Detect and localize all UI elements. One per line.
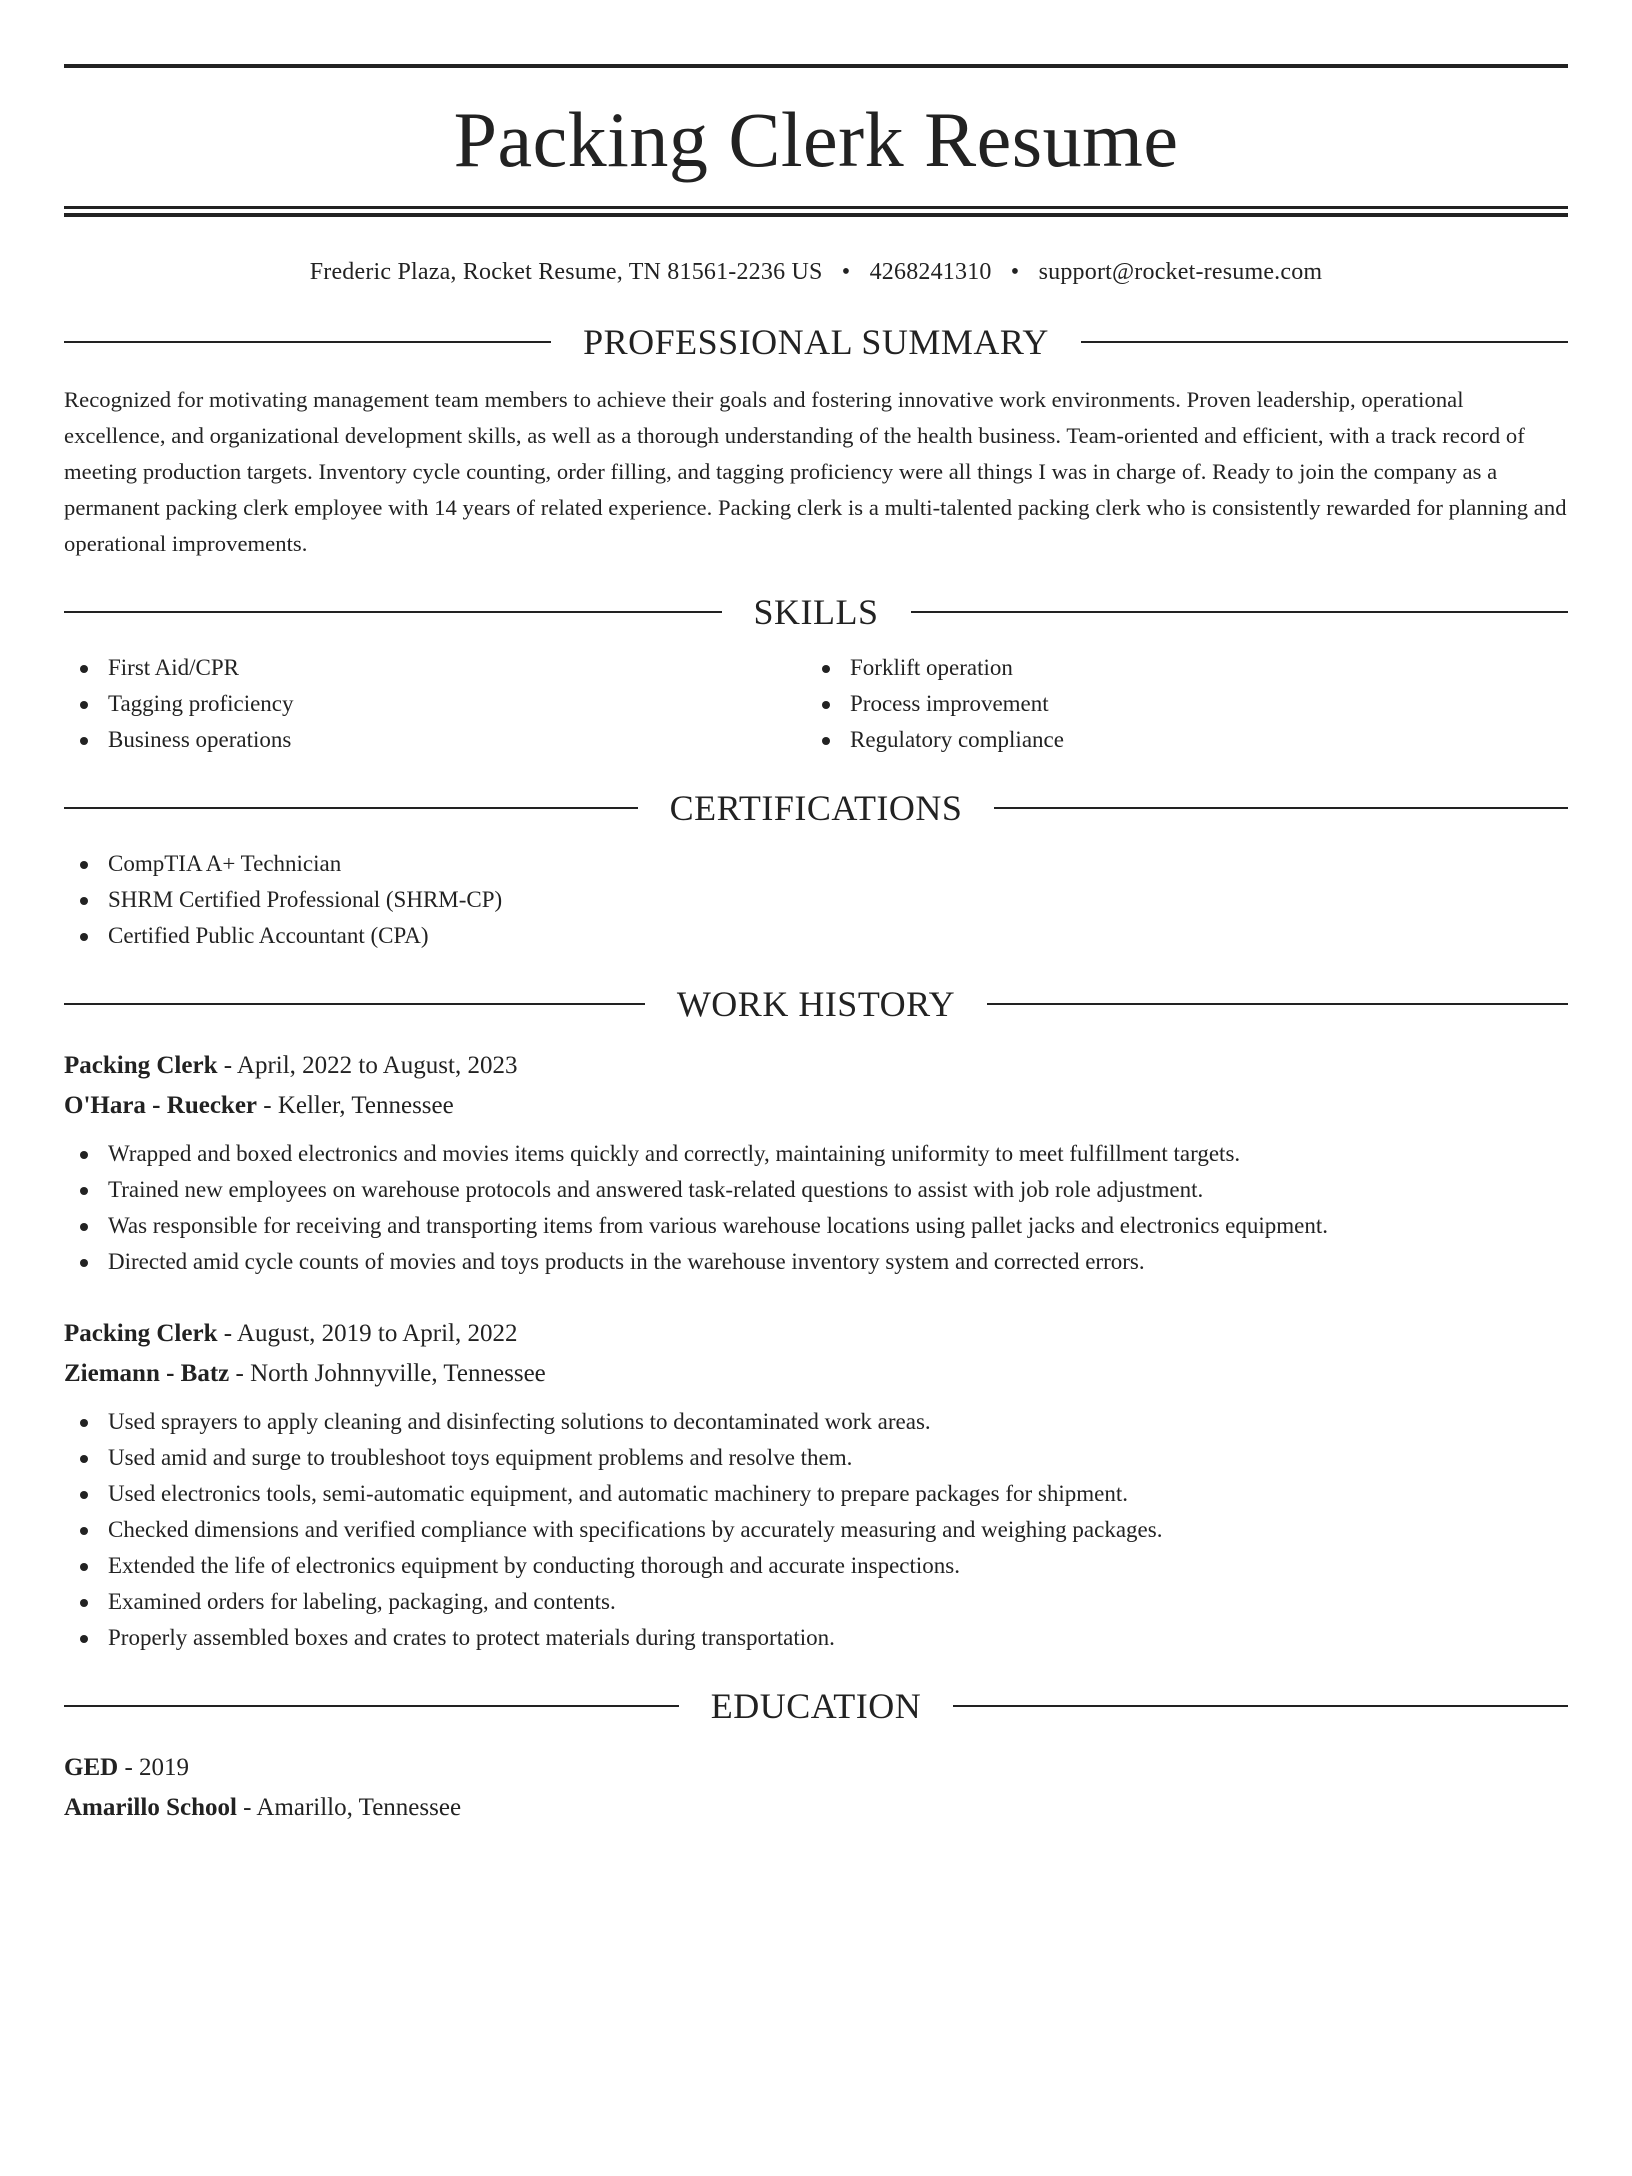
skill-item: Business operations — [64, 722, 806, 758]
job-title: Packing Clerk — [64, 1052, 218, 1079]
skill-item: Tagging proficiency — [64, 686, 806, 722]
certifications-list — [64, 846, 1568, 954]
skill-item: Forklift operation — [806, 650, 1548, 686]
education-heading-label: EDUCATION — [710, 1686, 922, 1726]
skills-list-right — [806, 650, 1548, 758]
contact-line — [64, 252, 1568, 292]
education-school-line — [64, 1788, 1568, 1828]
work-history-heading-label: WORK HISTORY — [676, 984, 956, 1024]
heading-rule-left — [64, 611, 722, 613]
skills-list-left — [64, 650, 806, 758]
education-degree-line — [64, 1748, 1568, 1788]
job-bullets — [64, 1404, 1568, 1656]
certifications-heading — [64, 780, 1568, 836]
skill-item: Process improvement — [806, 686, 1548, 722]
job-bullet: Was responsible for receiving and transporting items from various warehouse locations using pallet jacks and electronics equipment. — [64, 1208, 1568, 1244]
certifications-heading-label: CERTIFICATIONS — [669, 788, 963, 828]
contact-separator: • — [841, 259, 851, 285]
education-heading — [64, 1678, 1568, 1734]
summary-text: Recognized for motivating management team members to achieve their goals and fostering innovative work environments. Proven leadership, operational excellence, and organizational development skills, as well as a thorough understanding of the health business. Team-oriented and efficient, with a track record of meeting production targets. Inventory cycle counting, order filling, and tagging proficiency were all things I was in charge of. Ready to join the company as a permanent packing clerk employee with 14 years of related experience. Packing clerk is a multi-talented packing clerk who is consistently rewarded for planning and operational improvements. — [64, 387, 1567, 556]
job-bullet: Used sprayers to apply cleaning and disinfecting solutions to decontaminated work areas. — [64, 1404, 1568, 1440]
heading-rule-left — [64, 807, 638, 809]
job-bullet: Used electronics tools, semi-automatic equipment, and automatic machinery to prepare packages for shipment. — [64, 1476, 1568, 1512]
job-bullet: Used amid and surge to troubleshoot toys equipment problems and resolve them. — [64, 1440, 1568, 1476]
job-company-line — [64, 1354, 1568, 1394]
summary-heading — [64, 314, 1568, 370]
job-dates: - August, 2019 to April, 2022 — [217, 1320, 518, 1347]
job-title: Packing Clerk — [64, 1320, 218, 1347]
summary-heading-label: PROFESSIONAL SUMMARY — [583, 322, 1049, 362]
job-entry — [64, 1046, 1568, 1280]
certification-item: SHRM Certified Professional (SHRM-CP) — [64, 882, 1568, 918]
job-bullet: Extended the life of electronics equipment by conducting thorough and accurate inspections. — [64, 1548, 1568, 1584]
heading-rule-left — [64, 1003, 645, 1005]
job-bullet: Checked dimensions and verified compliance with specifications by accurately measuring and weighing packages. — [64, 1512, 1568, 1548]
skills-heading — [64, 584, 1568, 640]
job-company-line — [64, 1086, 1568, 1126]
job-company: Ziemann - Batz — [64, 1360, 230, 1387]
resume-title: Packing Clerk Resume — [453, 96, 1179, 183]
education-degree: GED — [64, 1754, 119, 1781]
certification-item: Certified Public Accountant (CPA) — [64, 918, 1568, 954]
job-dates: - April, 2022 to August, 2023 — [217, 1052, 518, 1079]
skills-grid — [64, 650, 1568, 758]
job-bullet: Directed amid cycle counts of movies and toys products in the warehouse inventory system and corrected errors. — [64, 1244, 1568, 1280]
contact-email: support@rocket-resume.com — [1038, 259, 1323, 285]
top-rule — [64, 64, 1568, 68]
resume-page — [0, 64, 1632, 2176]
education-year: - 2019 — [118, 1754, 190, 1781]
job-location: - Keller, Tennessee — [257, 1092, 454, 1119]
job-title-line — [64, 1046, 1568, 1086]
education-entry — [64, 1748, 1568, 1828]
heading-rule-right — [911, 611, 1569, 613]
work-history-heading — [64, 976, 1568, 1032]
job-bullet: Properly assembled boxes and crates to protect materials during transportation. — [64, 1620, 1568, 1656]
skills-heading-label: SKILLS — [753, 592, 879, 632]
heading-rule-right — [953, 1705, 1568, 1707]
heading-rule-right — [1081, 341, 1568, 343]
skill-item: First Aid/CPR — [64, 650, 806, 686]
skill-item: Regulatory compliance — [806, 722, 1548, 758]
job-bullet: Wrapped and boxed electronics and movies items quickly and correctly, maintaining uniformity to meet fulfillment targets. — [64, 1136, 1568, 1172]
education-school: Amarillo School — [64, 1794, 237, 1821]
contact-address: Frederic Plaza, Rocket Resume, TN 81561-2236 US — [309, 259, 823, 285]
job-location: - North Johnnyville, Tennessee — [229, 1360, 546, 1387]
job-bullet: Examined orders for labeling, packaging, and contents. — [64, 1584, 1568, 1620]
heading-rule-right — [987, 1003, 1568, 1005]
certification-item: CompTIA A+ Technician — [64, 846, 1568, 882]
job-company: O'Hara - Ruecker — [64, 1092, 258, 1119]
education-location: - Amarillo, Tennessee — [236, 1794, 462, 1821]
job-title-line — [64, 1314, 1568, 1354]
heading-rule-left — [64, 1705, 679, 1707]
title-double-rule — [64, 206, 1568, 217]
heading-rule-left — [64, 341, 551, 343]
job-bullet: Trained new employees on warehouse protocols and answered task-related questions to assist with job role adjustment. — [64, 1172, 1568, 1208]
job-entry — [64, 1314, 1568, 1656]
contact-phone: 4268241310 — [869, 259, 992, 285]
contact-separator: • — [1010, 259, 1020, 285]
job-bullets — [64, 1136, 1568, 1280]
heading-rule-right — [994, 807, 1568, 809]
